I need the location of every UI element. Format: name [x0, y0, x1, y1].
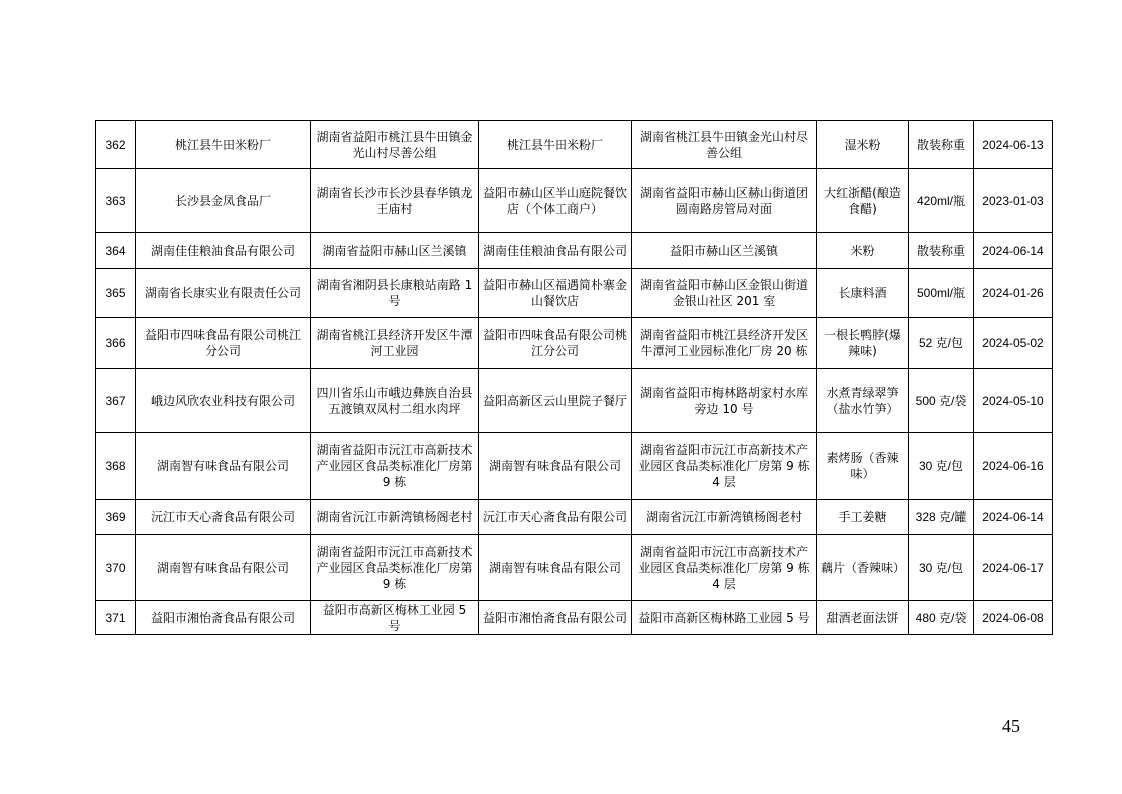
table-row	[96, 169, 1053, 233]
table-row	[96, 535, 1053, 601]
cell-spec: 500 克/袋	[909, 369, 974, 433]
cell-producer: 湖南佳佳粮油食品有限公司	[136, 233, 311, 269]
cell-producer-address: 湖南省沅江市新湾镇杨阁老村	[311, 500, 479, 535]
cell-producer-address: 湖南省长沙市长沙县春华镇龙王庙村	[311, 169, 479, 233]
cell-no: 362	[96, 121, 136, 169]
cell-product: 大红浙醋(酿造食醋)	[817, 169, 909, 233]
cell-date: 2023-01-03	[974, 169, 1053, 233]
cell-seller-address: 湖南省益阳市桃江县经济开发区牛潭河工业园标准化厂房 20 栋	[632, 318, 817, 369]
cell-producer: 湖南智有味食品有限公司	[136, 535, 311, 601]
cell-seller-address: 湖南省益阳市赫山区赫山街道团圆南路房管局对面	[632, 169, 817, 233]
cell-product: 手工姜糖	[817, 500, 909, 535]
food-sampling-table	[95, 120, 1053, 635]
cell-producer-address: 益阳市高新区梅林工业园 5 号	[311, 601, 479, 635]
cell-product: 米粉	[817, 233, 909, 269]
table-row	[96, 233, 1053, 269]
page-number: 45	[1002, 716, 1020, 736]
cell-spec: 30 克/包	[909, 433, 974, 500]
cell-spec: 52 克/包	[909, 318, 974, 369]
cell-producer: 长沙县金凤食品厂	[136, 169, 311, 233]
cell-seller: 益阳高新区云山里院子餐厅	[479, 369, 632, 433]
table-row	[96, 269, 1053, 318]
cell-seller: 湖南佳佳粮油食品有限公司	[479, 233, 632, 269]
cell-spec: 30 克/包	[909, 535, 974, 601]
cell-seller-address: 湖南省益阳市赫山区金银山街道金银山社区 201 室	[632, 269, 817, 318]
cell-date: 2024-05-10	[974, 369, 1053, 433]
cell-no: 366	[96, 318, 136, 369]
cell-producer-address: 湖南省桃江县经济开发区牛潭河工业园	[311, 318, 479, 369]
cell-seller: 益阳市赫山区福遇简朴寨金山餐饮店	[479, 269, 632, 318]
cell-producer: 湖南智有味食品有限公司	[136, 433, 311, 500]
cell-producer-address: 湖南省湘阴县长康粮站南路 1 号	[311, 269, 479, 318]
cell-seller: 益阳市湘怡斋食品有限公司	[479, 601, 632, 635]
cell-producer: 桃江县牛田米粉厂	[136, 121, 311, 169]
cell-no: 364	[96, 233, 136, 269]
cell-seller-address: 益阳市高新区梅林路工业园 5 号	[632, 601, 817, 635]
cell-producer: 益阳市湘怡斋食品有限公司	[136, 601, 311, 635]
cell-seller-address: 湖南省益阳市梅林路胡家村水库旁边 10 号	[632, 369, 817, 433]
cell-seller-address: 湖南省益阳市沅江市高新技术产业园区食品类标准化厂房第 9 栋 4 层	[632, 433, 817, 500]
cell-no: 369	[96, 500, 136, 535]
cell-seller: 湖南智有味食品有限公司	[479, 535, 632, 601]
cell-spec: 散装称重	[909, 233, 974, 269]
cell-product: 藕片（香辣味）	[817, 535, 909, 601]
cell-date: 2024-06-17	[974, 535, 1053, 601]
cell-date: 2024-06-13	[974, 121, 1053, 169]
cell-producer: 湖南省长康实业有限责任公司	[136, 269, 311, 318]
cell-no: 370	[96, 535, 136, 601]
cell-seller-address: 湖南省沅江市新湾镇杨阁老村	[632, 500, 817, 535]
cell-no: 371	[96, 601, 136, 635]
cell-spec: 328 克/罐	[909, 500, 974, 535]
table-row	[96, 121, 1053, 169]
cell-producer-address: 湖南省益阳市沅江市高新技术产业园区食品类标准化厂房第 9 栋	[311, 535, 479, 601]
cell-no: 367	[96, 369, 136, 433]
cell-date: 2024-05-02	[974, 318, 1053, 369]
cell-producer-address: 湖南省益阳市桃江县牛田镇金光山村尽善公组	[311, 121, 479, 169]
table-row	[96, 601, 1053, 635]
cell-no: 363	[96, 169, 136, 233]
cell-date: 2024-06-14	[974, 233, 1053, 269]
cell-no: 365	[96, 269, 136, 318]
cell-date: 2024-06-08	[974, 601, 1053, 635]
cell-seller-address: 益阳市赫山区兰溪镇	[632, 233, 817, 269]
cell-date: 2024-06-14	[974, 500, 1053, 535]
cell-seller: 桃江县牛田米粉厂	[479, 121, 632, 169]
cell-product: 水煮青绿翠笋（盐水竹笋）	[817, 369, 909, 433]
cell-product: 素烤肠（香辣味）	[817, 433, 909, 500]
cell-seller: 益阳市四味食品有限公司桃江分公司	[479, 318, 632, 369]
cell-seller: 湖南智有味食品有限公司	[479, 433, 632, 500]
table-row	[96, 318, 1053, 369]
cell-no: 368	[96, 433, 136, 500]
cell-product: 长康料酒	[817, 269, 909, 318]
cell-date: 2024-01-26	[974, 269, 1053, 318]
cell-producer-address: 湖南省益阳市赫山区兰溪镇	[311, 233, 479, 269]
cell-seller: 益阳市赫山区半山庭院餐饮店（个体工商户）	[479, 169, 632, 233]
cell-product: 一根长鸭脖(爆辣味)	[817, 318, 909, 369]
cell-producer: 益阳市四味食品有限公司桃江分公司	[136, 318, 311, 369]
cell-product: 甜酒老面法饼	[817, 601, 909, 635]
cell-spec: 420ml/瓶	[909, 169, 974, 233]
cell-producer-address: 湖南省益阳市沅江市高新技术产业园区食品类标准化厂房第 9 栋	[311, 433, 479, 500]
table-row	[96, 500, 1053, 535]
cell-seller-address: 湖南省益阳市沅江市高新技术产业园区食品类标准化厂房第 9 栋 4 层	[632, 535, 817, 601]
table-row	[96, 369, 1053, 433]
cell-seller: 沅江市天心斋食品有限公司	[479, 500, 632, 535]
cell-producer-address: 四川省乐山市峨边彝族自治县五渡镇双凤村二组水肉坪	[311, 369, 479, 433]
cell-spec: 500ml/瓶	[909, 269, 974, 318]
cell-spec: 480 克/袋	[909, 601, 974, 635]
cell-producer: 沅江市天心斋食品有限公司	[136, 500, 311, 535]
cell-producer: 峨边风欣农业科技有限公司	[136, 369, 311, 433]
cell-spec: 散装称重	[909, 121, 974, 169]
cell-date: 2024-06-16	[974, 433, 1053, 500]
table-row	[96, 433, 1053, 500]
cell-seller-address: 湖南省桃江县牛田镇金光山村尽善公组	[632, 121, 817, 169]
cell-product: 湿米粉	[817, 121, 909, 169]
